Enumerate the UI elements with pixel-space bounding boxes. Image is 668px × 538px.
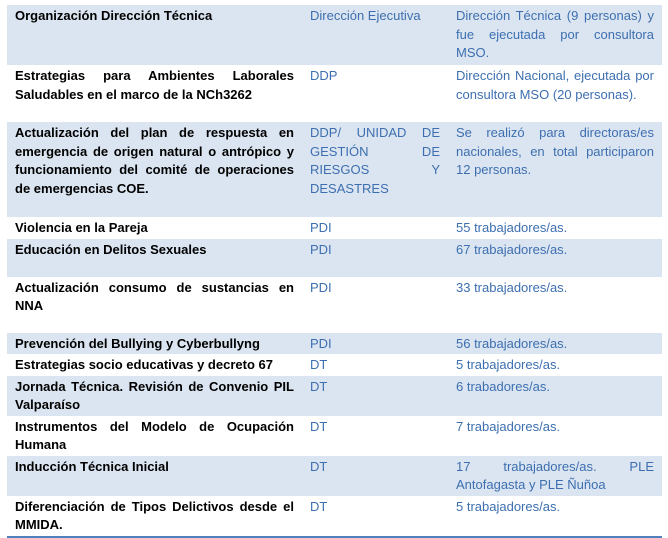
unit-cell: DT [302,496,448,537]
activity-cell: Violencia en la Pareja [15,220,148,235]
participants-cell: 56 trabajadores/as. [448,333,662,355]
activity-cell: Diferenciación de Tipos Delictivos desde el MMIDA. [7,496,302,537]
unit-cell: DDP/ UNIDAD DE GESTIÓN DE RIESGOS Y DESASTRES [302,122,448,217]
table-row [7,496,662,537]
activity-cell: Prevención del Bullying y Cyberbullyng [7,333,302,355]
unit-cell: PDI [302,333,448,355]
unit-cell: Dirección Ejecutiva [302,5,448,65]
unit-cell: PDI [310,279,332,295]
table-row [7,5,662,65]
participants-cell: 7 trabajadores/as. [456,418,561,434]
table-row [7,456,662,496]
unit-cell: DT [302,376,448,416]
table-row [7,277,662,333]
table-row [7,376,662,416]
participants-cell: 17 trabajadores/as. PLE Antofagasta y PLE Ñuñoa [448,456,662,496]
activity-cell: Estrategias socio educativas y decreto 67 [15,357,273,372]
activity-cell: Actualización consumo de sustancias en NNA [15,279,294,313]
activity-cell: Estrategias para Ambientes Laborales Saludables en el marco de la NCh3262 [15,68,294,102]
activity-cell: Educación en Delitos Sexuales [7,239,302,277]
participants-cell: Se realizó para directoras/es nacionales, en total participaron 12 personas. [448,122,662,217]
participants-cell: Dirección Técnica (9 personas) y fue ejecutada por consultora MSO. [448,5,662,65]
table-row [7,333,662,355]
activity-cell: Actualización del plan de respuesta en emergencia de origen natural o antrópico y funcionamiento del comité de operaciones de emergencias COE. [7,122,302,217]
participants-cell: 6 trabadores/as. [448,376,662,416]
participants-cell: Dirección Nacional, ejecutada por consultora MSO (20 personas). [456,68,654,102]
participants-cell: 33 trabajadores/as. [456,279,568,295]
unit-cell: PDI [302,239,448,277]
activity-cell: Inducción Técnica Inicial [7,456,302,496]
table-row [7,239,662,277]
unit-cell: DT [310,418,328,434]
activity-cell: Instrumentos del Modelo de Ocupación Humana [15,418,294,452]
participants-cell: 5 trabajadores/as. [456,357,561,372]
table-row [7,65,662,122]
table-row [7,416,662,456]
activity-cell: Jornada Técnica. Revisión de Convenio PIL Valparaíso [7,376,302,416]
training-activities-table [7,5,662,538]
table-row [7,122,662,217]
unit-cell: DDP [310,68,338,83]
table-row [7,354,662,376]
unit-cell: DT [302,456,448,496]
table-row [7,217,662,239]
participants-cell: 67 trabajadores/as. [448,239,662,277]
activity-cell: Organización Dirección Técnica [7,5,302,65]
participants-cell: 5 trabajadores/as. [448,496,662,537]
unit-cell: PDI [310,220,332,235]
unit-cell: DT [310,357,328,372]
participants-cell: 55 trabajadores/as. [456,220,568,235]
